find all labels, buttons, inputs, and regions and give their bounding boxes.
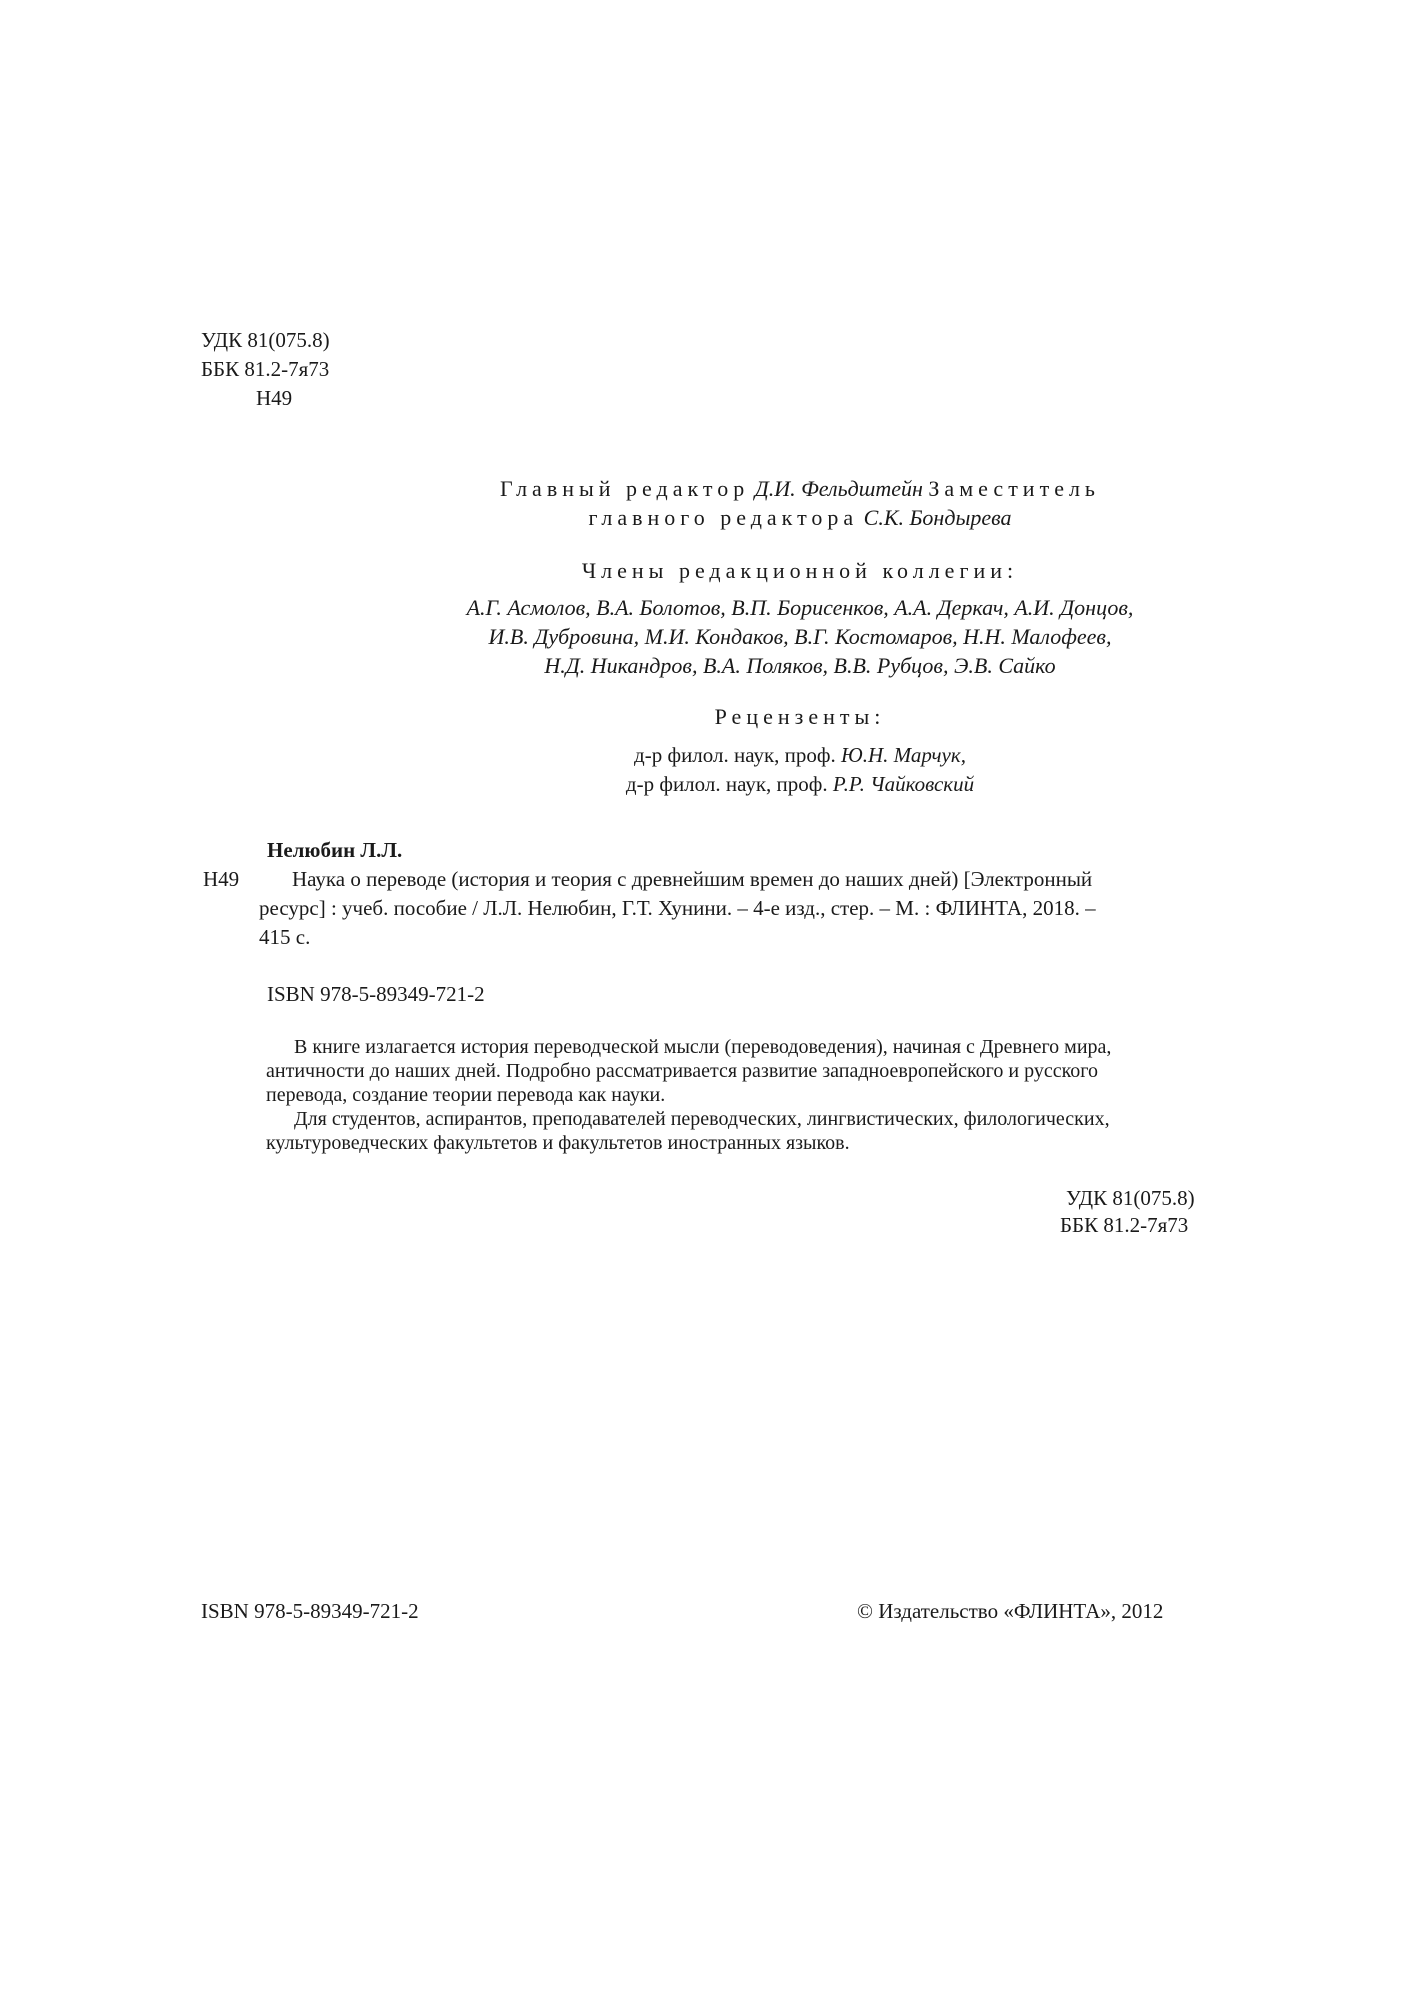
board-line-1: А.Г. Асмолов, В.А. Болотов, В.П. Борисенков, А.А. Деркач, А.И. Донцов, (466, 595, 1134, 620)
board-heading: Члены редакционной коллегии: (581, 558, 1019, 583)
annotation-p2-line1: Для студентов, аспирантов, преподавателей переводческих, лингвистических, филологических, (294, 1108, 1110, 1130)
editors-block (300, 474, 1300, 532)
board-line-2: И.В. Дубровина, М.И. Кондаков, В.Г. Костомаров, Н.Н. Малофеев, (488, 624, 1112, 649)
record-line-3: 415 с. (259, 925, 311, 949)
reviewer-2-title: д-р филол. наук, проф. (625, 772, 828, 796)
annotation-p1-line3: перевода, создание теории перевода как науки. (266, 1084, 666, 1106)
board-members (300, 593, 1300, 680)
reviewer-1-name: Ю.Н. Марчук, (841, 743, 966, 767)
annotation-p2-line2: культуроведческих факультетов и факультетов иностранных языков. (266, 1132, 850, 1154)
record-line-1: Наука о переводе (история и теория с древнейшим времен до наших дней) [Электронный (292, 867, 1093, 891)
udk-bottom: УДК 81(075.8) (1066, 1186, 1195, 1210)
board-line-3: Н.Д. Никандров, В.А. Поляков, В.В. Рубцов, Э.В. Сайко (544, 653, 1056, 678)
deputy-editor-label-1: Заместитель (928, 476, 1100, 501)
deputy-editor-label-2: главного редактора (588, 505, 859, 530)
reviewer-2-name: Р.Р. Чайковский (832, 772, 975, 796)
editors-line-2 (300, 503, 1300, 532)
reviewers-list (300, 741, 1300, 799)
chief-editor-name: Д.И. Фельдштейн (754, 476, 923, 501)
record-line-2: ресурс] : учеб. пособие / Л.Л. Нелюбин, Г.Т. Хунини. – 4-е изд., стер. – М. : ФЛИНТА, 2018. – (259, 896, 1096, 920)
udk-top: УДК 81(075.8) (201, 328, 330, 352)
reviewers-heading: Рецензенты: (714, 704, 886, 729)
bbk-bottom: ББК 81.2-7я73 (1060, 1213, 1189, 1237)
record-isbn: ISBN 978-5-89349-721-2 (267, 982, 485, 1006)
record-description (292, 865, 1222, 894)
record-description-cont (259, 894, 1229, 952)
reviewer-1-title: д-р филол. наук, проф. (634, 743, 836, 767)
footer-copyright: © Издательство «ФЛИНТА», 2012 (857, 1599, 1164, 1623)
reviewer-2 (300, 770, 1300, 799)
chief-editor-label: Главный редактор (500, 476, 750, 501)
author-mark-top: Н49 (256, 386, 293, 410)
editors-line-1 (300, 474, 1300, 503)
footer-isbn: ISBN 978-5-89349-721-2 (201, 1599, 419, 1623)
annotation-p1-line2: античности до наших дней. Подробно рассматривается развитие западноевропейского и русского (266, 1060, 1098, 1082)
reviewer-1 (300, 741, 1300, 770)
deputy-editor-name: С.К. Бондырева (863, 505, 1012, 530)
annotation-p1-line1: В книге излагается история переводческой мысли (переводоведения), начиная с Древнего мира, (294, 1036, 1112, 1058)
record-mark: Н49 (203, 867, 240, 891)
record-author: Нелюбин Л.Л. (267, 838, 403, 862)
annotation (266, 1035, 1216, 1155)
bbk-top: ББК 81.2-7я73 (201, 357, 330, 381)
